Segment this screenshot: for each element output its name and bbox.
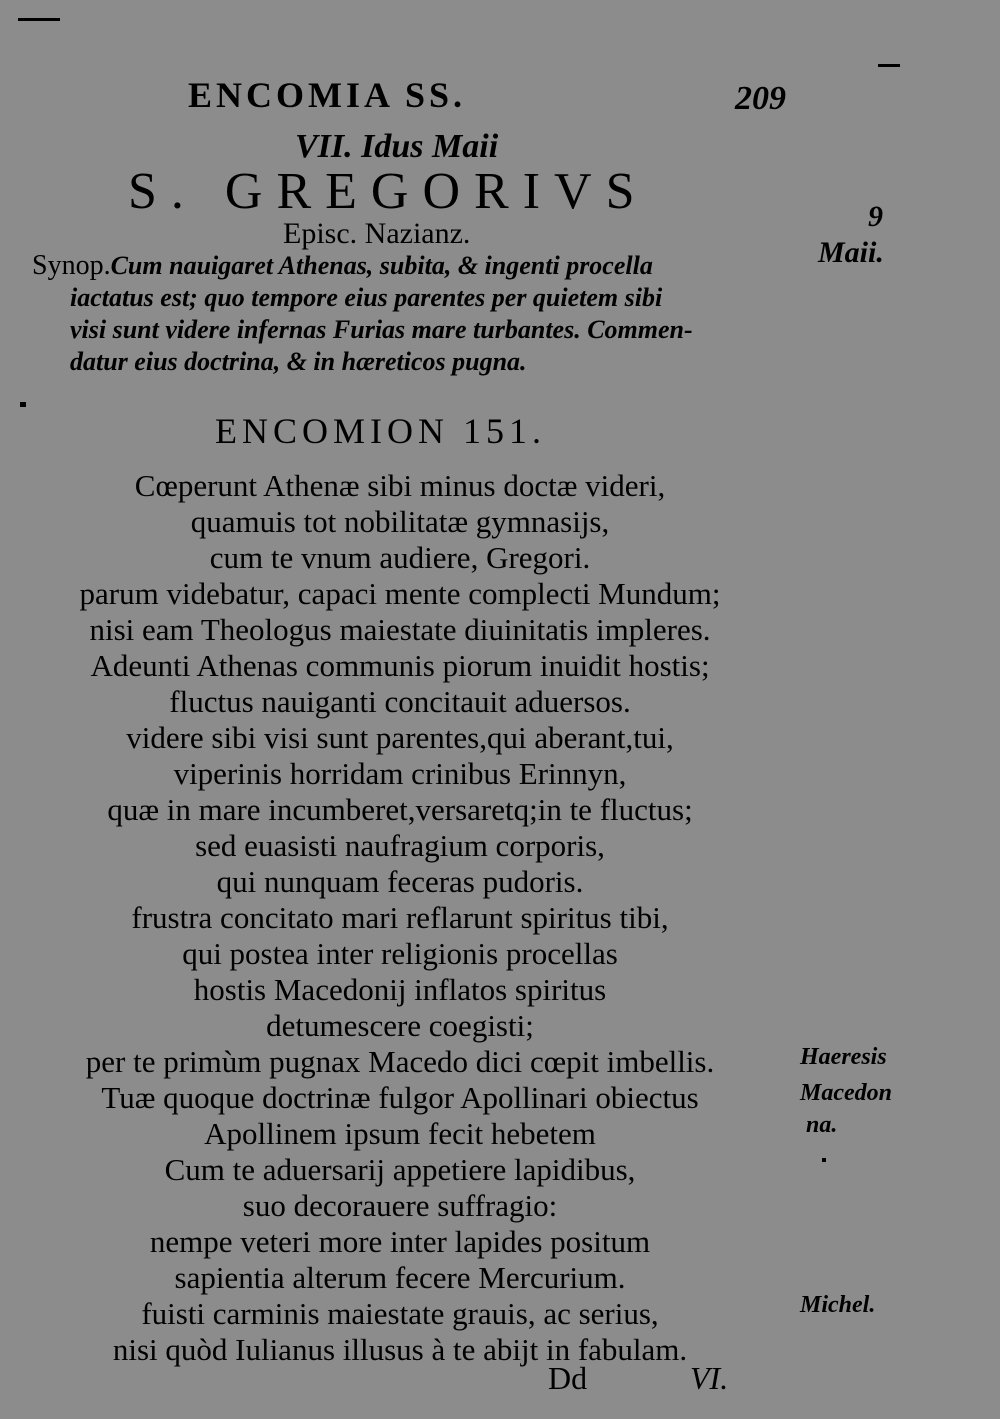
poem-line: frustra concitato mari reflarunt spiritus tibi, [131,900,669,935]
poem-line: per te primùm pugnax Macedo dici cœpit imbellis. [85,1044,715,1079]
poem-line: quæ in mare incumberet,versaretq;in te fluctus; [107,792,693,827]
poem-line: suo decorauere suffragio: [242,1188,558,1223]
margin-note-day: 9 [868,200,883,233]
synopsis-line: iactatus est; quo tempore eius parentes per quietem sibi [70,283,663,312]
poem-line: qui nunquam feceras pudoris. [216,864,584,899]
poem-line: fuisti carminis maiestate grauis, ac serius, [141,1296,659,1331]
poem-line: fluctus nauiganti concitauit aduersos. [169,684,631,719]
catchword-signature: Dd [548,1360,588,1396]
poem-line: cum te vnum audiere, Gregori. [209,540,591,575]
catchword-next: VI. [690,1360,729,1396]
scan-speck [822,1158,826,1162]
poem-line: videre sibi visi sunt parentes,qui aberant,tui, [126,720,674,755]
poem-line: sapientia alterum fecere Mercurium. [174,1260,626,1295]
poem-line: nisi eam Theologus maiestate diuinitatis impleres. [89,612,711,647]
poem-line: Tuæ quoque doctrinæ fulgor Apollinari obiectus [101,1080,699,1115]
poem-line: viperinis horridam crinibus Erinnyn, [173,756,627,791]
synopsis-label: Synop. [32,250,111,281]
page-number: 209 [735,80,786,117]
running-head: ENCOMIA SS. [188,75,467,115]
poem-line: sed euasisti naufragium corporis, [195,828,605,863]
poem-line: hostis Macedonij inflatos spiritus [193,972,607,1007]
poem-line: nisi quòd Iulianus illusus à te abijt in fabulam. [112,1332,688,1367]
poem-line: Cœperunt Athenæ sibi minus doctæ videri, [134,468,666,503]
margin-note-source: Michel. [800,1292,876,1318]
poem-line: Apollinem ipsum fecit hebetem [204,1116,596,1151]
synopsis [32,250,802,378]
poem-line: quamuis tot nobilitatæ gymnasijs, [190,504,610,539]
synopsis-line: Cum nauigaret Athenas, subita, & ingenti procella [110,251,653,280]
poem-line: parum videbatur, capaci mente complecti Mundum; [79,576,721,611]
poem-line: qui postea inter religionis procellas [182,936,618,971]
poem-line: nempe veteri more inter lapides positum [149,1224,651,1259]
poem-line: Cum te aduersarij appetiere lapidibus, [164,1152,636,1187]
encomion-heading: ENCOMION 151. [215,411,546,451]
poem-line: Adeunti Athenas communis piorum inuidit hostis; [90,648,710,683]
saint-subtitle: Episc. Nazianz. [283,217,471,250]
feast-date: VII. Idus Maii [295,128,499,165]
saint-name: S. GREGORIVS [128,163,649,220]
margin-note-month: Maii. [818,236,884,269]
synopsis-line: visi sunt videre infernas Furias mare turbantes. Commen- [70,315,693,344]
poem-line: detumescere coegisti; [266,1008,534,1043]
synopsis-line: datur eius doctrina, & in hæreticos pugna. [70,347,527,376]
scan-speck [18,18,60,21]
scan-speck [878,64,900,67]
scan-speck [20,402,26,407]
margin-note-heresy: Macedon [800,1080,892,1106]
margin-note-heresy: na. [806,1112,838,1138]
margin-note-heresy: Haeresis [800,1044,887,1070]
